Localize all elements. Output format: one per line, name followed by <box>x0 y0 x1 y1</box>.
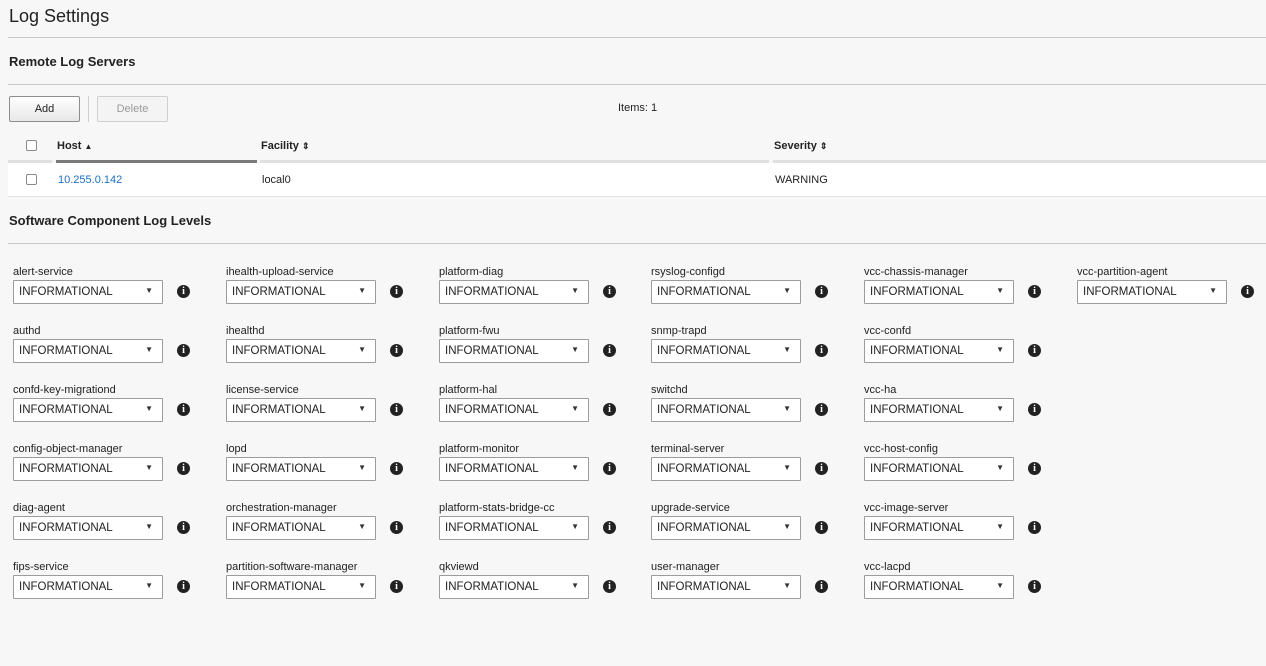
log-level-select[interactable] <box>226 457 376 481</box>
log-level-select[interactable] <box>13 398 163 422</box>
log-level-select[interactable] <box>13 280 163 304</box>
log-level-value: INFORMATIONAL <box>232 463 326 475</box>
log-level-value: INFORMATIONAL <box>445 345 539 357</box>
component-label: config-object-manager <box>13 443 123 455</box>
dropdown-arrow-icon: ▼ <box>145 345 153 354</box>
component-config-object-manager <box>13 443 213 493</box>
log-level-value: INFORMATIONAL <box>232 404 326 416</box>
component-snmp-trapd <box>651 325 851 375</box>
log-level-select[interactable] <box>13 457 163 481</box>
log-level-select[interactable] <box>13 339 163 363</box>
info-icon[interactable]: i <box>603 344 616 357</box>
sort-ascending-icon: ▲ <box>84 142 93 151</box>
dropdown-arrow-icon: ▼ <box>145 581 153 590</box>
info-icon[interactable]: i <box>177 344 190 357</box>
component-label: platform-diag <box>439 266 504 278</box>
component-upgrade-service <box>651 502 851 552</box>
info-icon[interactable]: i <box>603 285 616 298</box>
log-level-select[interactable] <box>226 516 376 540</box>
log-level-value: INFORMATIONAL <box>445 286 539 298</box>
log-level-select[interactable] <box>651 398 801 422</box>
add-button[interactable]: Add <box>9 96 80 122</box>
component-label: platform-fwu <box>439 325 500 337</box>
component-label: platform-hal <box>439 384 498 396</box>
component-partition-software-manager <box>226 561 426 611</box>
info-icon[interactable]: i <box>177 285 190 298</box>
info-icon[interactable]: i <box>1028 403 1041 416</box>
component-levels-title: Software Component Log Levels <box>9 213 212 228</box>
component-label: vcc-confd <box>864 325 912 337</box>
dropdown-arrow-icon: ▼ <box>571 581 579 590</box>
dropdown-arrow-icon: ▼ <box>358 404 366 413</box>
delete-button[interactable]: Delete <box>97 96 168 122</box>
dropdown-arrow-icon: ▼ <box>1209 286 1217 295</box>
info-icon[interactable]: i <box>390 403 403 416</box>
dropdown-arrow-icon: ▼ <box>783 581 791 590</box>
dropdown-arrow-icon: ▼ <box>571 463 579 472</box>
component-label: vcc-image-server <box>864 502 949 514</box>
log-level-value: INFORMATIONAL <box>657 522 751 534</box>
dropdown-arrow-icon: ▼ <box>783 286 791 295</box>
info-icon[interactable]: i <box>390 462 403 475</box>
log-level-select[interactable] <box>864 280 1014 304</box>
component-lopd <box>226 443 426 493</box>
log-level-value: INFORMATIONAL <box>657 404 751 416</box>
info-icon[interactable]: i <box>1028 462 1041 475</box>
log-level-value: INFORMATIONAL <box>19 463 113 475</box>
log-level-select[interactable] <box>439 457 589 481</box>
info-icon[interactable]: i <box>815 580 828 593</box>
component-label: platform-monitor <box>439 443 520 455</box>
dropdown-arrow-icon: ▼ <box>571 286 579 295</box>
component-label: vcc-chassis-manager <box>864 266 968 278</box>
component-license-service <box>226 384 426 434</box>
component-rsyslog-configd <box>651 266 851 316</box>
info-icon[interactable]: i <box>815 462 828 475</box>
log-level-select[interactable] <box>864 398 1014 422</box>
component-label: orchestration-manager <box>226 502 337 514</box>
component-label: authd <box>13 325 41 337</box>
component-orchestration-manager <box>226 502 426 552</box>
log-level-value: INFORMATIONAL <box>445 522 539 534</box>
log-level-select[interactable] <box>439 398 589 422</box>
info-icon[interactable]: i <box>177 580 190 593</box>
column-header-host[interactable] <box>57 140 92 152</box>
component-vcc-host-config <box>864 443 1064 493</box>
info-icon[interactable]: i <box>815 344 828 357</box>
component-qkviewd <box>439 561 639 611</box>
log-level-select[interactable] <box>439 516 589 540</box>
log-level-select[interactable] <box>651 516 801 540</box>
select-all-checkbox[interactable] <box>26 140 37 151</box>
row-checkbox[interactable] <box>26 174 37 185</box>
dropdown-arrow-icon: ▼ <box>145 404 153 413</box>
log-level-value: INFORMATIONAL <box>445 404 539 416</box>
component-vcc-image-server <box>864 502 1064 552</box>
dropdown-arrow-icon: ▼ <box>783 522 791 531</box>
component-authd <box>13 325 213 375</box>
component-levels-divider <box>8 243 1266 244</box>
title-divider <box>8 37 1266 38</box>
info-icon[interactable]: i <box>1028 521 1041 534</box>
component-vcc-lacpd <box>864 561 1064 611</box>
info-icon[interactable]: i <box>815 521 828 534</box>
remote-servers-title: Remote Log Servers <box>9 54 136 69</box>
log-level-select[interactable] <box>226 339 376 363</box>
component-label: ihealthd <box>226 325 265 337</box>
info-icon[interactable]: i <box>1028 285 1041 298</box>
component-user-manager <box>651 561 851 611</box>
log-level-select[interactable] <box>651 339 801 363</box>
component-platform-stats-bridge-cc <box>439 502 639 552</box>
component-vcc-partition-agent <box>1077 266 1266 316</box>
dropdown-arrow-icon: ▼ <box>783 345 791 354</box>
severity-cell: WARNING <box>775 174 828 186</box>
info-icon[interactable]: i <box>390 344 403 357</box>
log-level-select[interactable] <box>864 516 1014 540</box>
component-label: upgrade-service <box>651 502 730 514</box>
table-row[interactable] <box>8 163 1266 197</box>
component-label: rsyslog-configd <box>651 266 725 278</box>
log-level-value: INFORMATIONAL <box>657 286 751 298</box>
info-icon[interactable]: i <box>603 462 616 475</box>
dropdown-arrow-icon: ▼ <box>145 522 153 531</box>
info-icon[interactable]: i <box>177 521 190 534</box>
component-label: fips-service <box>13 561 69 573</box>
log-level-value: INFORMATIONAL <box>870 286 964 298</box>
log-level-value: INFORMATIONAL <box>19 522 113 534</box>
component-label: platform-stats-bridge-cc <box>439 502 555 514</box>
component-label: switchd <box>651 384 688 396</box>
dropdown-arrow-icon: ▼ <box>996 581 1004 590</box>
info-icon[interactable]: i <box>1028 580 1041 593</box>
info-icon[interactable]: i <box>815 403 828 416</box>
info-icon[interactable]: i <box>1028 344 1041 357</box>
info-icon[interactable]: i <box>177 462 190 475</box>
component-label: ihealth-upload-service <box>226 266 334 278</box>
log-level-select[interactable] <box>864 339 1014 363</box>
component-platform-diag <box>439 266 639 316</box>
component-label: vcc-lacpd <box>864 561 911 573</box>
component-platform-monitor <box>439 443 639 493</box>
component-label: partition-software-manager <box>226 561 358 573</box>
dropdown-arrow-icon: ▼ <box>996 463 1004 472</box>
dropdown-arrow-icon: ▼ <box>358 345 366 354</box>
items-count: Items: 1 <box>618 102 658 114</box>
info-icon[interactable]: i <box>603 580 616 593</box>
dropdown-arrow-icon: ▼ <box>783 404 791 413</box>
log-level-select[interactable] <box>226 398 376 422</box>
component-label: user-manager <box>651 561 720 573</box>
component-ihealth-upload-service <box>226 266 426 316</box>
info-icon[interactable]: i <box>1241 285 1254 298</box>
log-level-value: INFORMATIONAL <box>870 404 964 416</box>
log-level-value: INFORMATIONAL <box>657 463 751 475</box>
log-level-value: INFORMATIONAL <box>445 463 539 475</box>
sort-icon: ⇕ <box>819 141 828 151</box>
dropdown-arrow-icon: ▼ <box>996 522 1004 531</box>
component-vcc-ha <box>864 384 1064 434</box>
log-level-select[interactable] <box>864 575 1014 599</box>
log-level-value: INFORMATIONAL <box>232 286 326 298</box>
dropdown-arrow-icon: ▼ <box>145 463 153 472</box>
log-level-value: INFORMATIONAL <box>232 345 326 357</box>
log-level-value: INFORMATIONAL <box>870 522 964 534</box>
info-icon[interactable]: i <box>390 285 403 298</box>
log-level-value: INFORMATIONAL <box>19 345 113 357</box>
dropdown-arrow-icon: ▼ <box>996 286 1004 295</box>
log-level-value: INFORMATIONAL <box>870 581 964 593</box>
log-level-value: INFORMATIONAL <box>232 522 326 534</box>
log-level-select[interactable] <box>439 575 589 599</box>
log-level-select[interactable] <box>439 280 589 304</box>
log-level-select[interactable] <box>1077 280 1227 304</box>
column-header-facility[interactable] <box>261 140 310 152</box>
info-icon[interactable]: i <box>177 403 190 416</box>
dropdown-arrow-icon: ▼ <box>358 581 366 590</box>
log-level-value: INFORMATIONAL <box>870 463 964 475</box>
info-icon[interactable]: i <box>603 521 616 534</box>
component-label: lopd <box>226 443 247 455</box>
dropdown-arrow-icon: ▼ <box>571 345 579 354</box>
facility-header-label: Facility <box>261 140 299 152</box>
dropdown-arrow-icon: ▼ <box>358 522 366 531</box>
column-header-severity[interactable] <box>774 140 827 152</box>
component-label: vcc-ha <box>864 384 897 396</box>
component-label: confd-key-migrationd <box>13 384 116 396</box>
component-diag-agent <box>13 502 213 552</box>
log-level-value: INFORMATIONAL <box>870 345 964 357</box>
log-level-value: INFORMATIONAL <box>445 581 539 593</box>
log-level-value: INFORMATIONAL <box>19 404 113 416</box>
component-label: qkviewd <box>439 561 479 573</box>
component-label: terminal-server <box>651 443 725 455</box>
log-level-value: INFORMATIONAL <box>19 581 113 593</box>
dropdown-arrow-icon: ▼ <box>996 345 1004 354</box>
info-icon[interactable]: i <box>603 403 616 416</box>
dropdown-arrow-icon: ▼ <box>571 522 579 531</box>
log-level-select[interactable] <box>13 575 163 599</box>
component-label: diag-agent <box>13 502 65 514</box>
severity-header-label: Severity <box>774 140 817 152</box>
info-icon[interactable]: i <box>390 580 403 593</box>
log-level-select[interactable] <box>651 457 801 481</box>
component-fips-service <box>13 561 213 611</box>
facility-cell: local0 <box>262 174 291 186</box>
component-ihealthd <box>226 325 426 375</box>
component-vcc-chassis-manager <box>864 266 1064 316</box>
dropdown-arrow-icon: ▼ <box>783 463 791 472</box>
component-alert-service <box>13 266 213 316</box>
dropdown-arrow-icon: ▼ <box>571 404 579 413</box>
page-title: Log Settings <box>9 6 110 26</box>
toolbar-separator <box>88 96 89 122</box>
dropdown-arrow-icon: ▼ <box>358 286 366 295</box>
log-level-value: INFORMATIONAL <box>657 581 751 593</box>
component-label: license-service <box>226 384 299 396</box>
log-level-select[interactable] <box>651 280 801 304</box>
log-level-select[interactable] <box>439 339 589 363</box>
info-icon[interactable]: i <box>815 285 828 298</box>
log-level-value: INFORMATIONAL <box>657 345 751 357</box>
log-level-select[interactable] <box>864 457 1014 481</box>
dropdown-arrow-icon: ▼ <box>145 286 153 295</box>
log-level-value: INFORMATIONAL <box>1083 286 1177 298</box>
sort-icon: ⇕ <box>301 141 310 151</box>
component-terminal-server <box>651 443 851 493</box>
component-vcc-confd <box>864 325 1064 375</box>
log-level-value: INFORMATIONAL <box>19 286 113 298</box>
log-level-select[interactable] <box>226 280 376 304</box>
component-switchd <box>651 384 851 434</box>
component-label: snmp-trapd <box>651 325 707 337</box>
remote-servers-divider <box>8 84 1266 85</box>
host-header-label: Host <box>57 140 82 152</box>
log-level-select[interactable] <box>651 575 801 599</box>
host-link[interactable]: 10.255.0.142 <box>58 174 123 186</box>
log-level-value: INFORMATIONAL <box>232 581 326 593</box>
component-platform-hal <box>439 384 639 434</box>
log-level-select[interactable] <box>13 516 163 540</box>
dropdown-arrow-icon: ▼ <box>358 463 366 472</box>
dropdown-arrow-icon: ▼ <box>996 404 1004 413</box>
component-confd-key-migrationd <box>13 384 213 434</box>
component-platform-fwu <box>439 325 639 375</box>
component-label: alert-service <box>13 266 73 278</box>
info-icon[interactable]: i <box>390 521 403 534</box>
component-label: vcc-host-config <box>864 443 938 455</box>
component-label: vcc-partition-agent <box>1077 266 1168 278</box>
log-level-select[interactable] <box>226 575 376 599</box>
